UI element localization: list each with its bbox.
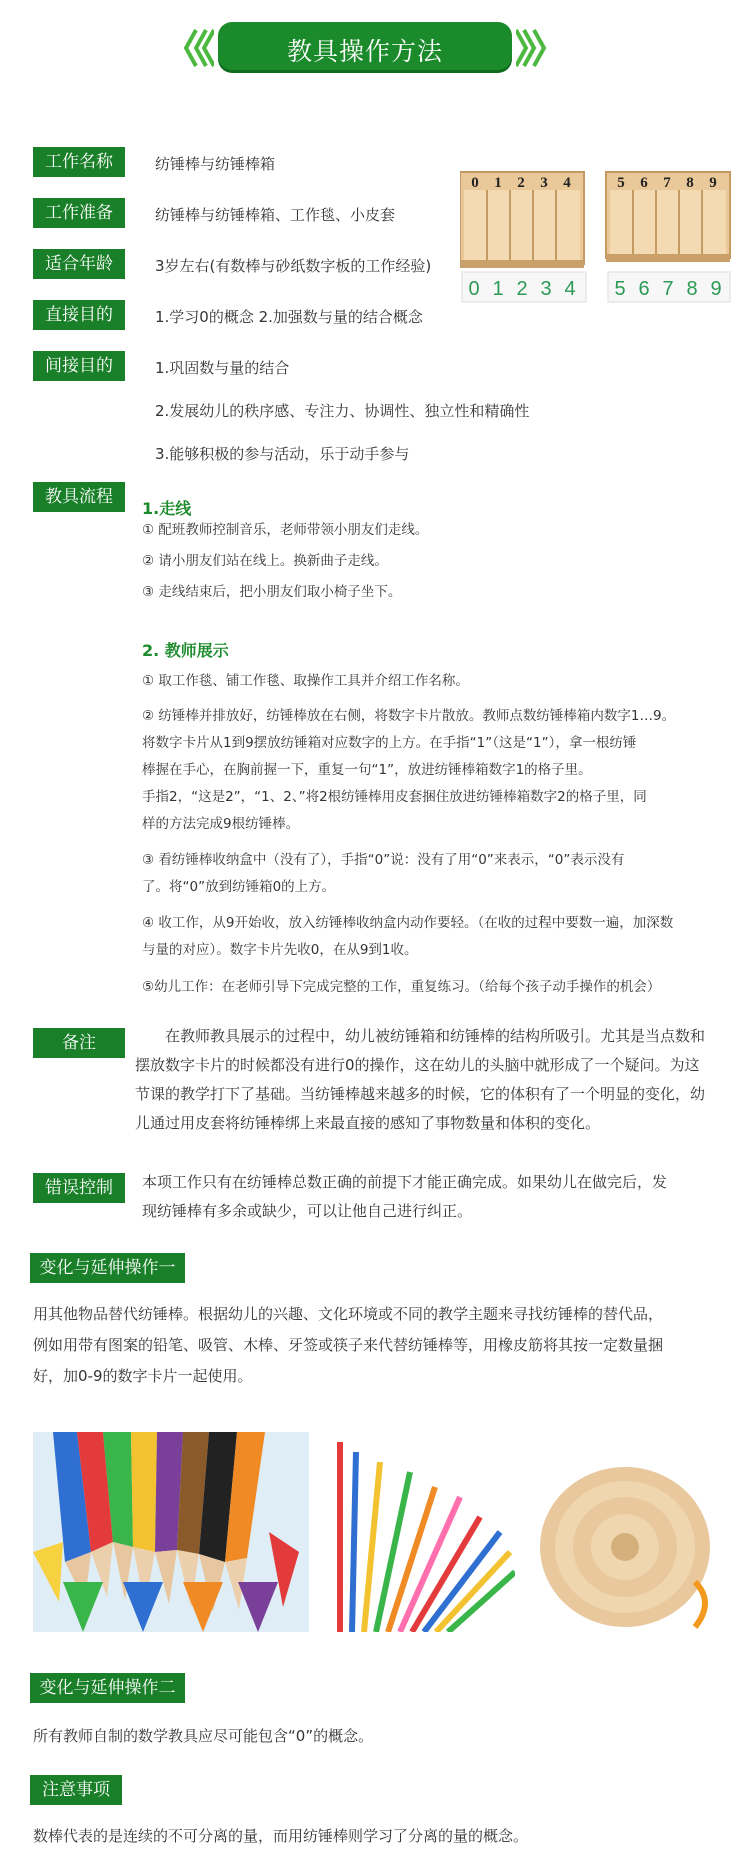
- number-card: 3: [540, 278, 552, 300]
- number-card: 8: [686, 278, 698, 300]
- process-line: 手指2，“这是2”，“1、2、”将2根纺锤棒用皮套捆住放进纺锤棒箱数字2的格子里，同: [142, 789, 647, 805]
- process-part2-title: 2. 教师展示: [142, 641, 229, 660]
- toothpicks-bundle-image: [525, 1432, 725, 1632]
- label-work-name: 工作名称: [33, 147, 125, 177]
- number-card: 0: [468, 278, 480, 300]
- spindle-box-image: [460, 168, 732, 304]
- box-digit: 4: [563, 175, 571, 191]
- work-prep-text: 纺锤棒与纺锤棒箱、工作毯、小皮套: [155, 206, 396, 224]
- indirect-item: 1.巩固数与量的结合: [155, 359, 290, 377]
- process-step: ① 配班教师控制音乐，老师带领小朋友们走线。: [142, 522, 429, 538]
- indirect-item: 3.能够积极的参与活动，乐于动手参与: [155, 445, 410, 463]
- box-digit: 5: [617, 175, 625, 191]
- process-line: 将数字卡片从1到9摆放纺锤箱对应数字的上方。在手指“1”（这是“1”），拿一根纺锤: [142, 735, 637, 751]
- box-digit: 1: [494, 175, 502, 191]
- number-card: 4: [564, 278, 576, 300]
- box-digit: 6: [640, 175, 648, 191]
- process-step: ② 请小朋友们站在线上。换新曲子走线。: [142, 553, 388, 569]
- label-caution: 注意事项: [30, 1775, 122, 1805]
- label-error-control: 错误控制: [33, 1173, 125, 1203]
- label-process: 教具流程: [33, 482, 125, 512]
- colored-pencils-image: [33, 1432, 309, 1632]
- label-direct-purpose: 直接目的: [33, 300, 125, 330]
- box-digit: 3: [540, 175, 548, 191]
- label-extension-2: 变化与延伸操作二: [30, 1673, 185, 1703]
- process-line: ② 纺锤棒并排放好，纺锤棒放在右侧，将数字卡片散放。教师点数纺锤棒箱内数字1…9。: [142, 708, 676, 724]
- drinking-straws-image: [330, 1432, 515, 1632]
- ext2-text: 所有教师自制的数学教具应尽可能包含“0”的概念。: [33, 1727, 374, 1745]
- note-line: 儿通过用皮套将纺锤棒绑上来最直接的感知了事物数量和体积的变化。: [135, 1114, 601, 1132]
- process-part1-title: 1.走线: [142, 499, 192, 518]
- box-digit: 7: [663, 175, 671, 191]
- process-line: ④ 收工作，从9开始收，放入纺锤棒收纳盒内动作要轻。（在收的过程中要数一遍，加深数: [142, 915, 674, 931]
- ext1-line: 好，加0-9的数字卡片一起使用。: [33, 1367, 253, 1385]
- label-note: 备注: [33, 1028, 125, 1058]
- label-age: 适合年龄: [33, 249, 125, 279]
- ext1-line: 用其他物品替代纺锤棒。根据幼儿的兴趣、文化环境或不同的教学主题来寻找纺锤棒的替代品，: [33, 1305, 664, 1323]
- process-line: 了。将“0”放到纺锤箱0的上方。: [142, 879, 336, 895]
- ext1-line: 例如用带有图案的铅笔、吸管、木棒、牙签或筷子来代替纺锤棒等，用橡皮筋将其按一定数量捆: [33, 1336, 664, 1354]
- number-card: 9: [710, 278, 722, 300]
- box-digit: 9: [709, 175, 717, 191]
- box-digit: 0: [471, 175, 479, 191]
- number-card: 5: [614, 278, 626, 300]
- process-line: 棒握在手心，在胸前握一下，重复一句“1”，放进纺锤棒箱数字1的格子里。: [142, 762, 592, 778]
- process-line: 样的方法完成9根纺锤棒。: [142, 816, 300, 832]
- error-line: 现纺锤棒有多余或缺少，可以让他自己进行纠正。: [142, 1202, 473, 1220]
- number-card: 6: [638, 278, 650, 300]
- process-line: ③ 看纺锤棒收纳盒中（没有了），手指“0”说：没有了用“0”来表示，“0”表示没有: [142, 852, 625, 868]
- work-name-text: 纺锤棒与纺锤棒箱: [155, 155, 276, 173]
- note-line: 在教师教具展示的过程中，幼儿被纺锤箱和纺锤棒的结构所吸引。尤其是当点数和: [165, 1027, 706, 1045]
- page-title: 教具操作方法: [286, 37, 443, 66]
- box-digit: 8: [686, 175, 694, 191]
- label-indirect-purpose: 间接目的: [33, 351, 125, 381]
- caution-text: 数棒代表的是连续的不可分离的量，而用纺锤棒则学习了分离的量的概念。: [33, 1827, 529, 1845]
- number-card: 1: [492, 278, 504, 300]
- process-line: ⑤幼儿工作：在老师引导下完成完整的工作，重复练习。（给每个孩子动手操作的机会）: [142, 979, 661, 995]
- box-digit: 2: [517, 175, 525, 191]
- indirect-item: 2.发展幼儿的秩序感、专注力、协调性、独立性和精确性: [155, 402, 530, 420]
- age-text: 3岁左右(有数棒与砂纸数字板的工作经验): [155, 257, 432, 275]
- chevron-right-icon: [516, 28, 550, 68]
- error-line: 本项工作只有在纺锤棒总数正确的前提下才能正确完成。如果幼儿在做完后，发: [142, 1173, 668, 1191]
- label-extension-1: 变化与延伸操作一: [30, 1253, 185, 1283]
- note-line: 摆放数字卡片的时候都没有进行0的操作，这在幼儿的头脑中就形成了一个疑问。为这: [135, 1056, 700, 1074]
- label-work-prep: 工作准备: [33, 198, 125, 228]
- number-card: 2: [516, 278, 528, 300]
- process-line: ① 取工作毯、铺工作毯、取操作工具并介绍工作名称。: [142, 673, 469, 689]
- direct-purpose-text: 1.学习0的概念 2.加强数与量的结合概念: [155, 308, 423, 326]
- process-step: ③ 走线结束后，把小朋友们取小椅子坐下。: [142, 584, 402, 600]
- header-banner: [180, 22, 550, 74]
- number-card: 7: [662, 278, 674, 300]
- process-line: 与量的对应）。数字卡片先收0，在从9到1收。: [142, 942, 418, 958]
- note-line: 节课的教学打下了基础。当纺锤棒越来越多的时候，它的体积有了一个明显的变化，幼: [135, 1085, 706, 1103]
